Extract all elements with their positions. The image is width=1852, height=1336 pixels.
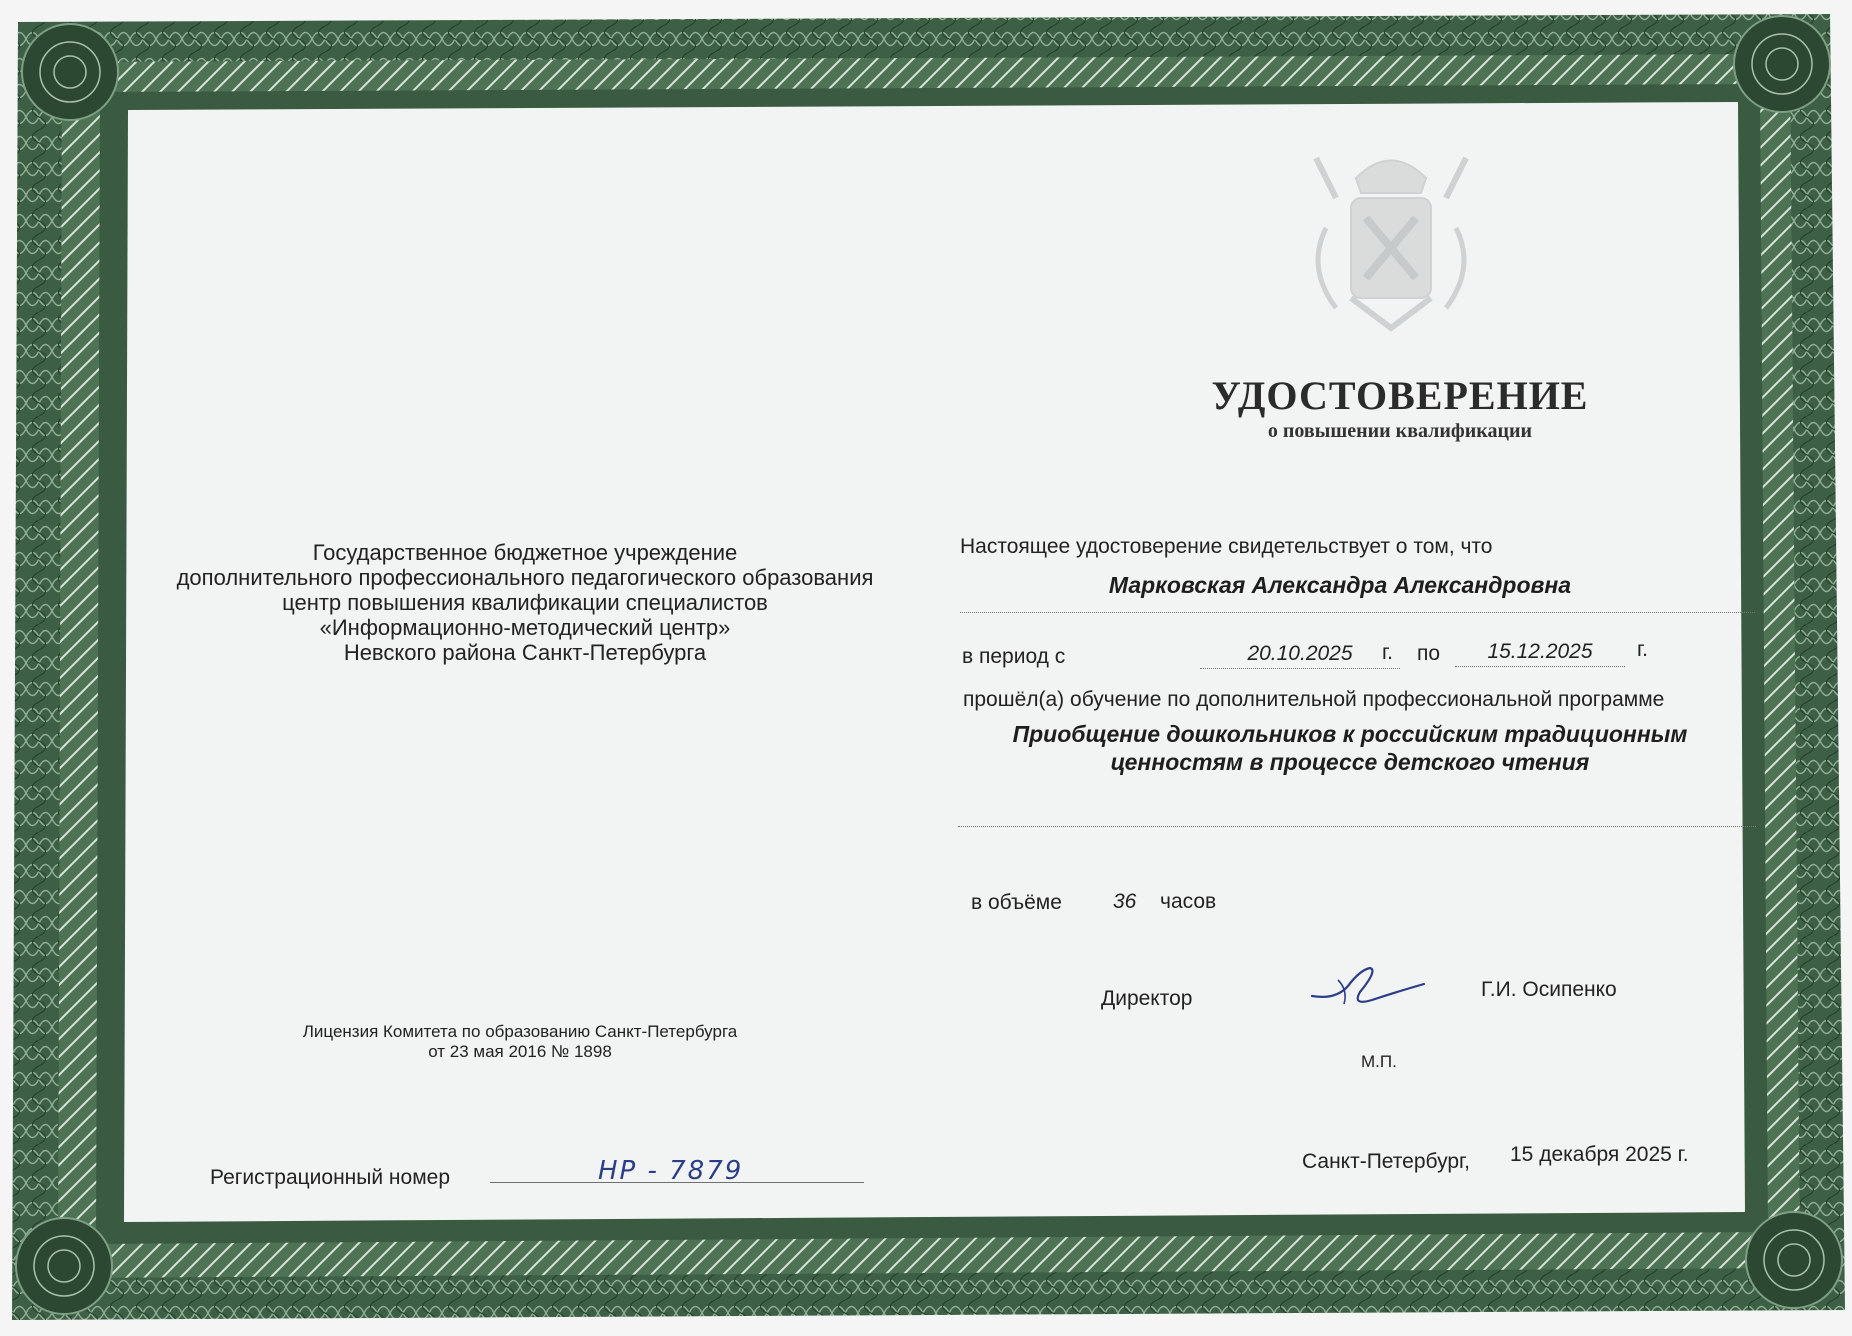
program-title-line: Приобщение дошкольников к российским традиционным <box>1012 721 1688 747</box>
director-label: Директор <box>1101 987 1193 1010</box>
organization-line: центр повышения квалификации специалистов <box>282 590 768 615</box>
hours-label: часов <box>1160 890 1217 913</box>
certificate-intro: Настоящее удостоверение свидетельствует о том, что <box>960 535 1493 558</box>
stamp-mark: М.П. <box>1361 1052 1397 1071</box>
registration-label: Регистрационный номер <box>210 1166 450 1189</box>
organization-line: Государственное бюджетное учреждение <box>312 540 738 565</box>
recipient-name: Марковская Александра Александровна <box>1108 572 1572 598</box>
coat-of-arms-watermark <box>1296 138 1486 338</box>
date-to-underline <box>1455 666 1625 667</box>
organization-block <box>130 540 920 665</box>
organization-line: дополнительного профессионального педагогического образования <box>176 565 874 590</box>
registration-number: НР - 7879 <box>598 1156 744 1186</box>
program-title-line: ценностям в процессе детского чтения <box>1110 749 1590 775</box>
license-block <box>270 1022 770 1062</box>
volume-label: в объёме <box>971 891 1062 914</box>
document-title: УДОСТОВЕРЕНИЕ <box>1211 373 1589 418</box>
date-from: 20.10.2025 <box>1247 642 1353 665</box>
program-intro: прошёл(а) обучение по дополнительной профессиональной программе <box>963 688 1665 711</box>
to-label: по <box>1417 642 1441 665</box>
document-subtitle: о повышении квалификации <box>1267 420 1533 442</box>
program-underline <box>958 826 1756 827</box>
license-line: Лицензия Комитета по образованию Санкт-Петербурга <box>302 1022 738 1041</box>
date-from-underline <box>1200 668 1400 669</box>
issue-place: Санкт-Петербург, <box>1302 1150 1470 1173</box>
organization-line: Невского района Санкт-Петербурга <box>343 640 707 665</box>
license-line: от 23 мая 2016 № 1898 <box>428 1042 612 1061</box>
year-mark-to: г. <box>1637 638 1648 661</box>
name-underline <box>960 612 1755 613</box>
program-title <box>960 720 1740 776</box>
director-name: Г.И. Осипенко <box>1481 978 1617 1001</box>
issue-date: 15 декабря 2025 г. <box>1510 1143 1689 1166</box>
year-mark-from: г. <box>1382 641 1393 664</box>
hours-value: 36 <box>1113 890 1137 913</box>
director-signature <box>1308 960 1428 1016</box>
organization-line: «Информационно-методический центр» <box>319 615 731 640</box>
period-label: в период с <box>962 645 1066 668</box>
date-to: 15.12.2025 <box>1487 640 1593 663</box>
